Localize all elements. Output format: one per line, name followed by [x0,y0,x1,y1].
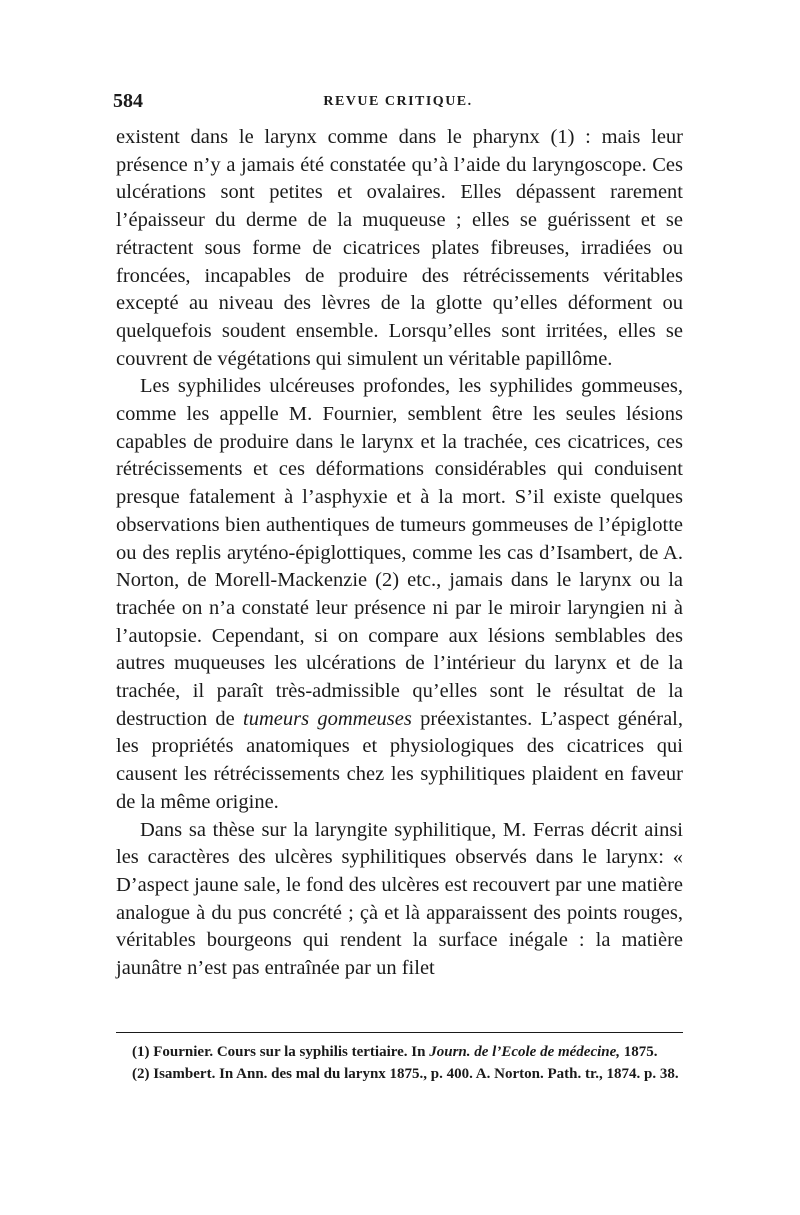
paragraph-2-emphasis: tumeurs gommeuses [243,707,412,730]
footnote-divider [116,1032,683,1033]
paragraph-1 [116,124,683,373]
footnote-1-text-after: 1875. [620,1044,658,1060]
paragraph-3 [116,817,683,983]
paragraph-2-text-after: préexistantes. L’aspect général, les propriétés anatomiques et physiologiques des cicatrices qui causent les rétrécissements chez les syphilitiques plaident en faveur de la même origine. [116,707,683,813]
paragraph-3-text: Dans sa thèse sur la laryngite syphilitique, M. Ferras décrit ainsi les caractères des ulcères syphilitiques observés dans le larynx: « D’aspect jaune sale, le fond des ulcères est recouvert par une matière analogue à du pus concrété ; çà et là apparaissent des points rouges, véritables bourgeons qui rendent la surface inégale : la matière jaunâtre n’est pas entraînée par un filet [116,818,683,980]
footnotes [116,1042,683,1085]
footnote-1-text-before: (1) Fournier. Cours sur la syphilis tertiaire. In [132,1044,430,1060]
page-header [113,90,683,116]
body-text [116,124,683,983]
running-title: REVUE CRITIQUE. [323,94,473,109]
page-number: 584 [113,90,143,112]
paragraph-1-text: existent dans le larynx comme dans le pharynx (1) : mais leur présence n’y a jamais été constatée qu’à l’aide du laryngoscope. Ces ulcérations sont petites et ovalaires. Elles dépassent rarement l’épaisseur du derme de la muqueuse ; elles se guérissent et se rétractent sous forme de cicatrices plates fibreuses, irradiées ou froncées, incapables de produire des rétrécissements véritables excepté au niveau des lèvres de la glotte qu’elles déforment ou quelquefois soudent ensemble. Lorsqu’elles sont irritées, elles se couvrent de végétations qui simulent un véritable papillôme. [116,126,683,370]
footnote-1 [116,1042,683,1064]
footnote-1-emphasis: Journ. de l’Ecole de médecine, [429,1044,621,1060]
footnote-2-text: (2) Isambert. In Ann. des mal du larynx 1875., p. 400. A. Norton. Path. tr., 1874. p. 38. [132,1065,679,1082]
paragraph-2-text-before: Les syphilides ulcéreuses profondes, les syphilides gommeuses, comme les appelle M. Fournier, semblent être les seules lésions capables de produire dans le larynx et la trachée, ces cicatrices, ces rétrécissements et ces déformations considérables qui conduisent presque fatalement à l’asphyxie et à la mort. S’il existe quelques observations bien authentiques de tumeurs gommeuses de l’épiglotte ou des replis aryténo-épiglottiques, comme les cas d’Isambert, de A. Norton, de Morell-Mackenzie (2) etc., jamais dans le larynx ou la trachée on n’a constaté leur présence ni par le miroir laryngien ni à l’autopsie. Cependant, si on compare aux lésions semblables des autres muqueuses les ulcérations de l’intérieur du larynx et de la trachée, il paraît très-admissible qu’elles sont le résultat de la destruction de [116,375,683,730]
paragraph-2 [116,373,683,816]
footnote-2 [116,1064,683,1086]
